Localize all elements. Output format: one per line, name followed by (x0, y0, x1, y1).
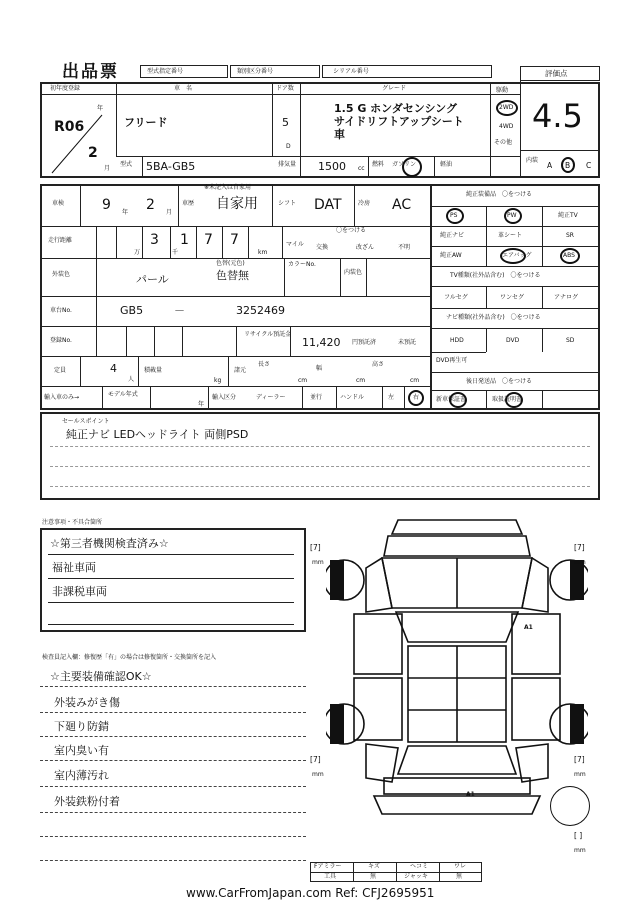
color-label: 外装色 (52, 271, 71, 278)
interior-color-label: 内装色 (344, 269, 363, 276)
spare-tire-icon (550, 786, 590, 826)
ac-label: 冷房 (358, 200, 371, 207)
legend-value-4: 無 (456, 873, 463, 880)
handle-label: ハンドル (340, 394, 365, 401)
left-label: 左 (388, 394, 395, 401)
mile-label: マイル (286, 241, 304, 248)
inspection-year: 9 (102, 197, 111, 213)
interior-label: 内装 (526, 157, 539, 164)
capacity-unit: 人 (128, 376, 135, 383)
drive-2wd: 2WD (499, 104, 514, 111)
repaint-label: 色替(元色) (216, 260, 245, 267)
unit-sen: 千 (172, 249, 179, 256)
serial-no-label: シリアル番号 (333, 68, 369, 75)
loading-label: 積載量 (144, 367, 163, 374)
inspection-year-unit: 年 (122, 209, 129, 216)
tire-right-top-unit: mm (574, 559, 586, 566)
doors-value: 5 (282, 116, 289, 129)
color-no-label: カラーNo. (288, 261, 316, 268)
navi-hdd: HDD (450, 337, 464, 344)
inspector-item-1: ☆主要装備確認OK☆ (50, 670, 152, 683)
category-no-label: 類別区分番号 (237, 68, 274, 75)
score-header (520, 66, 600, 80)
serial-no-box (322, 65, 492, 78)
fuel-label: 燃料 (372, 161, 385, 168)
model-year-label: モデル年式 (108, 391, 138, 398)
repaint-value: 色替無 (216, 269, 249, 282)
reg-label: 登録No. (50, 337, 72, 344)
legend-header-2: キズ (368, 863, 380, 870)
usage-note: ※未記入は自家用 (204, 184, 252, 191)
parallel-label: 並行 (310, 394, 323, 401)
car-name: フリード (124, 116, 168, 129)
interior-b: B (565, 161, 571, 170)
navi-title: ナビ種類(社外品含む) 〇をつける (446, 314, 541, 321)
selling-points-text: 純正ナビ LEDヘッドライト 両側PSD (66, 428, 249, 441)
displacement-value: 1500 (318, 160, 346, 173)
score-label: 評価点 (545, 69, 568, 78)
length-unit: cm (298, 377, 308, 384)
equip-ps: PS (450, 212, 458, 219)
recycle-amount: 11,420 (302, 336, 341, 349)
equip-leather: 革シート (498, 232, 523, 239)
width-unit: cm (356, 377, 366, 384)
dims-label: 諸元 (234, 367, 247, 374)
score-value: 4.5 (532, 97, 583, 135)
tv-analog: アナログ (554, 294, 579, 301)
model-label: 型式 (120, 161, 133, 168)
notes-label: 注意事項・不具合箇所 (42, 519, 103, 526)
drive-label: 駆動 (496, 87, 509, 94)
mark-rear: A1 (466, 791, 475, 798)
tv-title: TV種類(社外品含む) 〇をつける (450, 272, 541, 279)
height-unit: cm (410, 377, 420, 384)
color-value: パール (136, 273, 169, 286)
tire-left-bottom: [7] (310, 755, 321, 764)
shift-label: シフト (278, 200, 297, 207)
legend-value-3: ジャッキ (404, 873, 428, 880)
tire-left-top-value: 7 (312, 543, 318, 552)
model-value: 5BA-GB5 (146, 160, 196, 173)
category-no-box (230, 65, 320, 78)
note-item-2: 福祉車両 (52, 561, 96, 574)
inspector-item-4: 室内臭い有 (54, 744, 109, 757)
unit-man: 万 (134, 249, 141, 256)
import-label: 輸入車のみ→ (44, 394, 80, 401)
tire-right-top-value: 7 (576, 543, 582, 552)
tv-oneseg: ワンセグ (500, 294, 525, 301)
displacement-label: 排気量 (278, 161, 297, 168)
recycle-unpaid: 未預託 (398, 339, 417, 346)
capacity-label: 定員 (54, 367, 67, 374)
inspector-item-5: 室内薄汚れ (54, 769, 109, 782)
later-warranty: 新車保証書 (436, 396, 467, 403)
mark-side: A1 (524, 624, 533, 631)
spare-tire-unit: mm (574, 847, 586, 854)
tire-left-bottom-value: 7 (312, 755, 318, 764)
equip-pw: PW (507, 212, 517, 219)
drive-other: その他 (494, 139, 513, 146)
tire-left-top: [7] (310, 543, 321, 552)
tire-right-bottom-value: 7 (576, 755, 582, 764)
first-reg-month: 2 (88, 145, 98, 161)
capacity-value: 4 (110, 362, 117, 375)
usage-label: 車歴 (182, 200, 195, 207)
change-label: 交換 (316, 244, 329, 251)
usage-value: 自家用 (216, 196, 258, 212)
inspection-month-unit: 月 (166, 209, 173, 216)
equipment-title: 純正装備品 〇をつける (466, 191, 533, 198)
tire-right-top: [7] (574, 543, 585, 552)
kg-unit: kg (214, 377, 222, 384)
width-label: 幅 (316, 365, 323, 372)
model-cert-no-label: 型式指定番号 (147, 68, 184, 75)
tire-right-bottom: [7] (574, 755, 585, 764)
month-unit: 月 (104, 165, 111, 172)
mileage-digit-1: 3 (150, 232, 159, 248)
navi-dvd: DVD (506, 337, 520, 344)
first-reg-label: 初年度登録 (50, 85, 81, 92)
fuel-circle (402, 157, 422, 177)
equip-aw: 純正AW (440, 252, 462, 259)
fuel-value: ガソリン (392, 161, 417, 168)
doors-label: ドア数 (276, 85, 294, 92)
equip-navi: 純正ナビ (440, 232, 465, 239)
legend-value-1: 工具 (324, 873, 337, 880)
circle-note: 〇をつける (336, 227, 367, 234)
inspection-label: 車検 (52, 200, 65, 207)
inspector-item-3: 下廻り防錆 (54, 720, 109, 733)
navi-sd: SD (566, 337, 575, 344)
chassis-no: 3252469 (236, 304, 285, 317)
displacement-unit: cc (358, 165, 365, 172)
note-item-1: ☆第三者機関検査済み☆ (50, 537, 169, 550)
chassis-prefix: GB5 (120, 304, 144, 317)
first-reg-year: R06 (54, 119, 85, 135)
interior-c: C (586, 161, 592, 170)
grade-value: 1.5 G ホンダセンシング サイドリフトアップシート車 (334, 102, 464, 141)
interior-a: A (547, 161, 553, 170)
inspector-item-2: 外装みがき傷 (54, 696, 120, 709)
dealer-label: ディーラー (256, 394, 286, 401)
equip-sr: SR (566, 232, 574, 239)
legend-header-3: ヘコミ (410, 863, 429, 870)
inspector-item-6: 外装鉄粉付着 (54, 795, 120, 808)
equip-abs: ABS (563, 252, 575, 259)
mileage-digit-4: 7 (230, 232, 239, 248)
navi-extra: DVD再生可 (436, 357, 468, 364)
ac-value: AC (392, 197, 412, 213)
unknown-label: 不明 (398, 244, 411, 251)
recycle-status: 円預託済 (352, 339, 377, 346)
name-label: 車 名 (174, 85, 193, 92)
doors-unit: D (286, 143, 291, 150)
unit-km: km (258, 249, 268, 256)
length-label: 長さ (258, 361, 271, 368)
chassis-label: 車台No. (50, 307, 72, 314)
later-manual: 取扱説明書 (492, 396, 523, 403)
inspection-month: 2 (146, 197, 155, 213)
note-item-3: 非課税車両 (52, 585, 107, 598)
equip-airbag: エアバッグ (502, 252, 532, 259)
drive-4wd: 4WD (499, 123, 514, 130)
tamper-label: 改ざん (356, 244, 375, 251)
legend-value-2: 無 (370, 873, 377, 880)
spare-tire-bracket: [ ] (574, 831, 583, 840)
right-label: 右 (413, 394, 420, 401)
watermark: www.CarFromJapan.com Ref: CFJ2695951 (186, 886, 435, 900)
recycle-label: リサイクル預託金 (244, 331, 292, 338)
equip-tv: 純正TV (558, 212, 578, 219)
legend-header-1: Fアミラー (314, 863, 342, 870)
model-cert-no-box (140, 65, 228, 78)
tv-fullseg: フルセグ (444, 294, 468, 301)
chassis-dash: － (174, 304, 185, 317)
selling-points-label: セールスポイント (62, 418, 110, 425)
later-title: 後日発送品 〇をつける (466, 378, 533, 385)
fuel-light-label: 軽油 (440, 161, 453, 168)
import-cat-label: 輸入区分 (212, 394, 237, 401)
sheet-title: 出品票 (62, 62, 119, 82)
legend-header-4: ワレ (454, 863, 467, 870)
inspector-label: 検査員記入欄：修復歴「有」の場合は修復箇所・交換箇所を記入 (42, 654, 217, 661)
grade-label: グレード (382, 85, 407, 92)
tire-left-top-unit: mm (312, 559, 324, 566)
shift-value: DAT (314, 197, 342, 213)
height-label: 高さ (372, 361, 385, 368)
tire-left-bottom-unit: mm (312, 771, 324, 778)
mileage-label: 走行距離 (48, 237, 73, 244)
tire-right-bottom-unit: mm (574, 771, 586, 778)
model-year-suffix: 年 (198, 401, 205, 408)
car-damage-diagram (326, 512, 588, 828)
mileage-digit-3: 7 (204, 232, 213, 248)
year-unit: 年 (97, 105, 104, 112)
mileage-digit-2: 1 (180, 232, 189, 248)
